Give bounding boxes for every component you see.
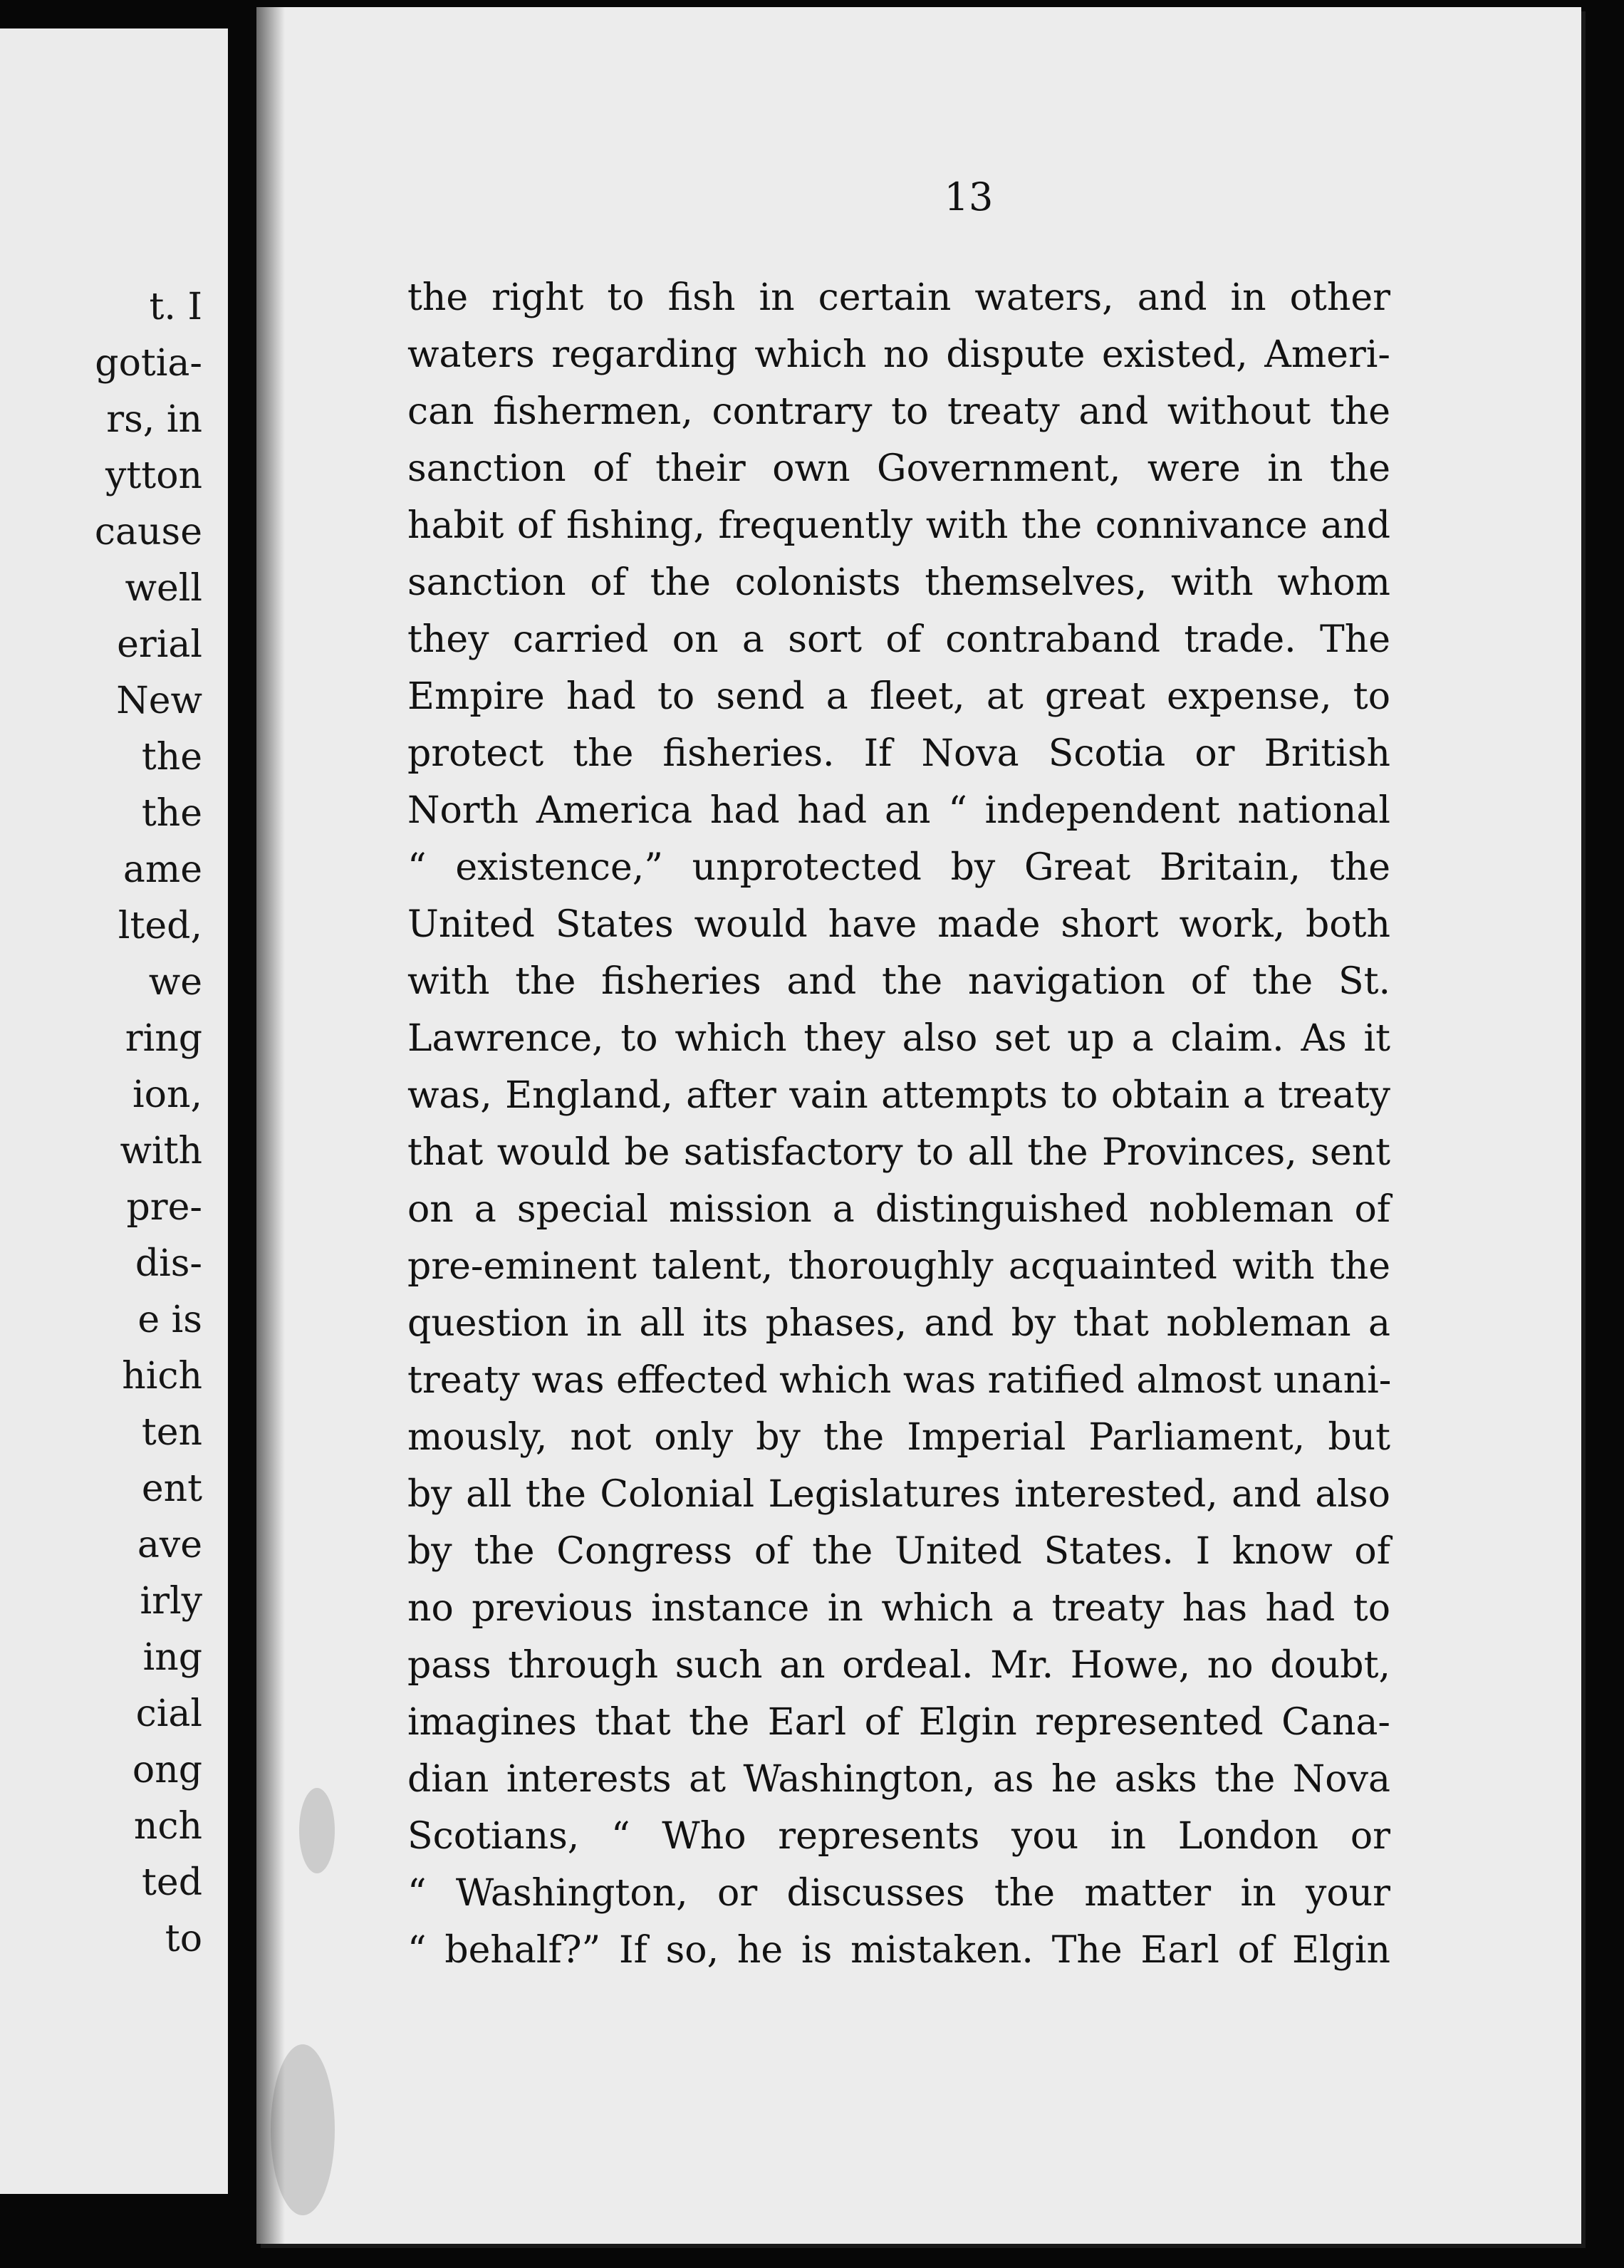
left-line-fragment: well: [125, 567, 202, 610]
left-line-fragment: with: [120, 1130, 202, 1172]
text-line: Scotians, “ Who represents you in London or: [407, 1815, 1390, 1858]
left-line-fragment: cause: [94, 511, 202, 553]
left-line-fragment: ong: [132, 1749, 202, 1791]
left-line-fragment: t. I: [149, 286, 202, 328]
left-line-fragment: we: [148, 961, 202, 1004]
text-line: pass through such an ordeal. Mr. Howe, no doubt,: [407, 1644, 1390, 1687]
page-number: 13: [944, 175, 994, 219]
left-line-fragment: cial: [135, 1692, 202, 1735]
text-line: Empire had to send a fleet, at great expense, to: [407, 675, 1390, 718]
left-line-fragment: ave: [137, 1524, 202, 1566]
text-line: “ Washington, or discusses the matter in your: [407, 1872, 1390, 1915]
left-line-fragment: ten: [141, 1411, 202, 1454]
left-line-fragment: ame: [123, 848, 202, 891]
left-line-fragment: dis-: [135, 1242, 202, 1285]
text-line: United States would have made short work, both: [407, 903, 1390, 946]
page-smudge: [299, 1788, 335, 1873]
left-line-fragment: hich: [122, 1355, 202, 1398]
right-page: [256, 7, 1581, 2244]
left-line-fragment: to: [165, 1918, 202, 1960]
left-line-fragment: lted,: [118, 905, 202, 947]
left-line-fragment: ion,: [132, 1073, 202, 1116]
left-line-fragment: e is: [137, 1299, 202, 1341]
left-line-fragment: gotia-: [95, 342, 202, 385]
text-line: treaty was effected which was ratified almost unani-: [407, 1359, 1392, 1402]
text-line: North America had had an “ independent national: [407, 789, 1390, 832]
left-line-fragment: ring: [125, 1017, 202, 1060]
left-line-fragment: erial: [117, 623, 202, 666]
left-line-fragment: pre-: [126, 1186, 202, 1229]
text-line: was, England, after vain attempts to obtain a treaty: [407, 1074, 1390, 1117]
text-line: question in all its phases, and by that nobleman a: [407, 1302, 1390, 1345]
text-line: by the Congress of the United States. I know of: [407, 1530, 1390, 1573]
left-line-fragment: the: [141, 792, 202, 835]
text-line: no previous instance in which a treaty has had to: [407, 1587, 1390, 1630]
text-line: “ behalf?” If so, he is mistaken. The Earl of Elgin: [407, 1929, 1390, 1972]
gutter-shadow: [256, 7, 285, 2244]
left-line-fragment: ytton: [105, 454, 202, 497]
text-line: “ existence,” unprotected by Great Britain, the: [407, 846, 1390, 889]
text-line: waters regarding which no dispute existed, Ameri-: [407, 333, 1390, 376]
text-line: habit of fishing, frequently with the connivance and: [407, 504, 1390, 547]
left-facing-page: [0, 28, 228, 2194]
text-line: they carried on a sort of contraband trade. The: [407, 618, 1390, 661]
text-line: can fishermen, contrary to treaty and without the: [407, 390, 1390, 433]
text-line: sanction of their own Government, were in the: [407, 447, 1390, 490]
text-line: Lawrence, to which they also set up a claim. As it: [407, 1017, 1390, 1060]
left-line-fragment: ted: [142, 1861, 202, 1904]
text-line: the right to fish in certain waters, and in other: [407, 276, 1390, 319]
text-line: pre-eminent talent, thoroughly acquainted with the: [407, 1245, 1390, 1288]
left-line-fragment: irly: [140, 1580, 202, 1623]
text-line: by all the Colonial Legislatures interested, and also: [407, 1473, 1390, 1516]
left-line-fragment: ing: [142, 1636, 202, 1679]
left-line-fragment: ent: [141, 1467, 202, 1510]
left-line-fragment: nch: [133, 1805, 202, 1848]
text-line: imagines that the Earl of Elgin represented Cana-: [407, 1701, 1390, 1744]
text-line: with the fisheries and the navigation of the St.: [407, 960, 1390, 1003]
page-body-text: [407, 269, 1390, 1979]
text-line: sanction of the colonists themselves, with whom: [407, 561, 1390, 604]
text-line: that would be satisfactory to all the Provinces, sent: [407, 1131, 1390, 1174]
left-line-fragment: New: [116, 680, 202, 722]
text-line: dian interests at Washington, as he asks the Nova: [407, 1758, 1390, 1801]
text-line: mously, not only by the Imperial Parliament, but: [407, 1416, 1390, 1459]
text-line: on a special mission a distinguished nobleman of: [407, 1188, 1390, 1231]
text-line: protect the fisheries. If Nova Scotia or British: [407, 732, 1390, 775]
left-line-fragment: the: [141, 736, 202, 779]
page-smudge: [271, 2044, 335, 2215]
left-line-fragment: rs, in: [106, 398, 202, 441]
